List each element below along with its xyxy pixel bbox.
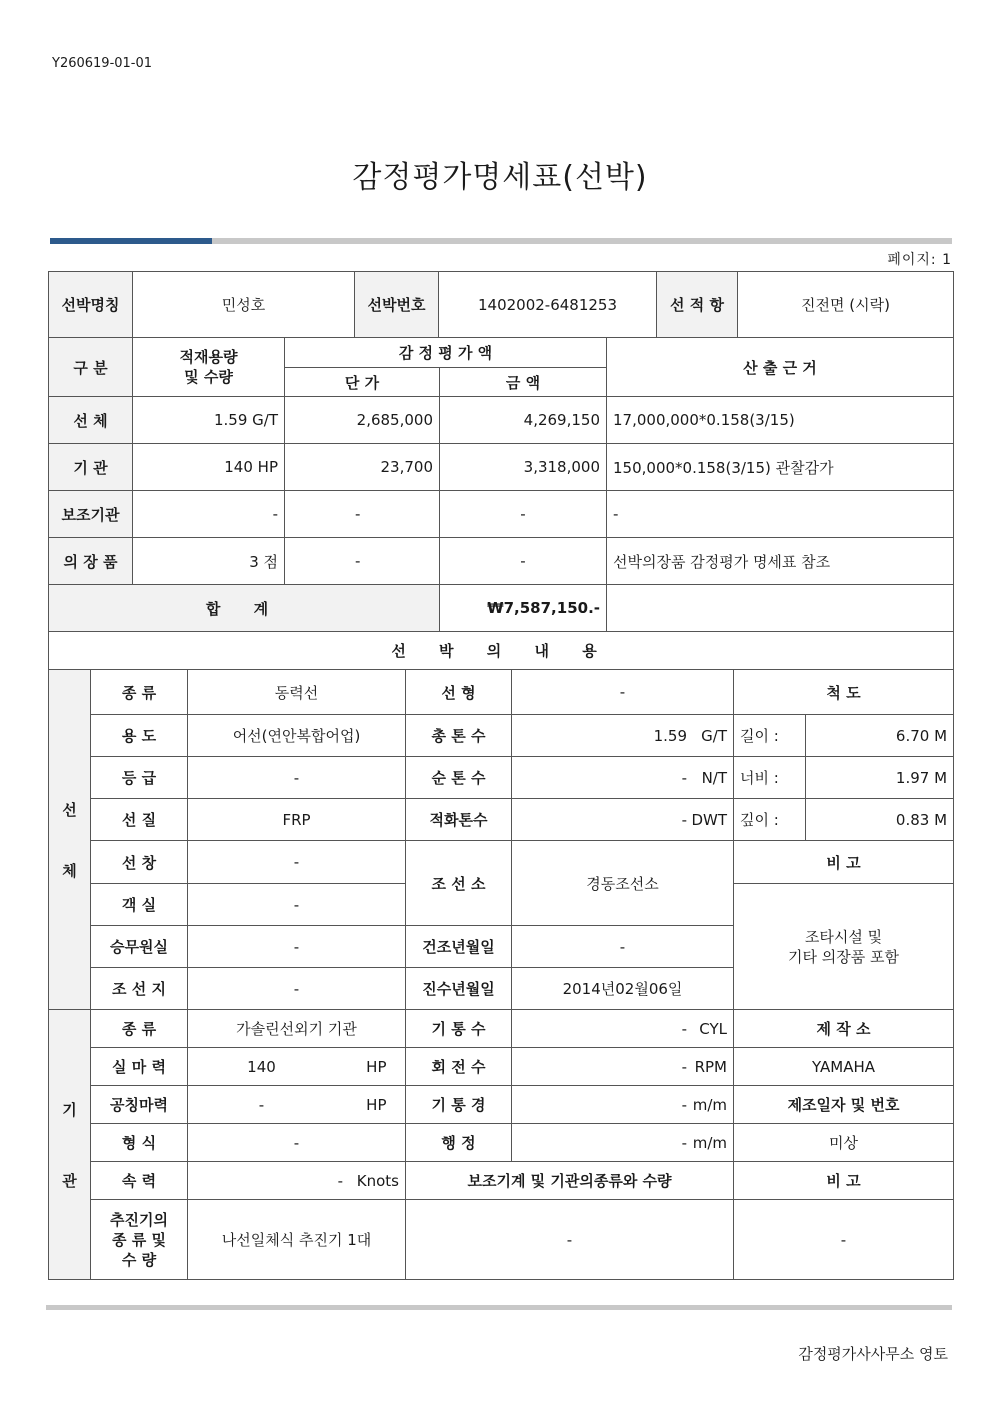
total-value: ₩7,587,150.-: [440, 585, 607, 632]
nominal-power-label: 공칭마력: [91, 1086, 188, 1124]
manufacturer-header: 제 작 소: [734, 1010, 954, 1048]
shipyard-label: 조 선 소: [406, 841, 512, 926]
row-label: 의 장 품: [49, 538, 133, 585]
footer-rule: [46, 1305, 952, 1310]
hull-window-label: 선 창: [91, 841, 188, 884]
gross-tonnage-label: 총 톤 수: [406, 715, 512, 757]
row-unit-price: 2,685,000: [285, 397, 440, 444]
propeller-label: 추진기의 종 류 및 수 량: [91, 1200, 188, 1280]
engine-kind-value: 가솔린선외기 기관: [188, 1010, 406, 1048]
propeller-value: 나선일체식 추진기 1대: [188, 1200, 406, 1280]
home-port-value: 진전면 (시락): [738, 272, 954, 338]
ship-header-table: [48, 271, 954, 338]
aux-machinery-value: -: [406, 1200, 734, 1280]
cylinder-count-value: - CYL: [512, 1010, 734, 1048]
hull-cabin-value: -: [188, 884, 406, 926]
engine-remarks-value: -: [734, 1200, 954, 1280]
row-amount: -: [440, 538, 607, 585]
row-capacity: 3 점: [133, 538, 285, 585]
speed-label: 속 력: [91, 1162, 188, 1200]
row-basis: -: [607, 491, 954, 538]
hull-kind-label: 종 류: [91, 670, 188, 715]
page-title: 감정평가명세표(선박): [352, 160, 648, 195]
page-number: 페이지: 1: [887, 252, 952, 268]
hull-site-label: 조 선 지: [91, 968, 188, 1010]
mfg-date-value: 미상: [734, 1124, 954, 1162]
hull-crew-label: 승무원실: [91, 926, 188, 968]
hull-material-label: 선 질: [91, 799, 188, 841]
row-basis: 선박의장품 감정평가 명세표 참조: [607, 538, 954, 585]
built-date-value: -: [512, 926, 734, 968]
total-basis-empty: [607, 585, 954, 632]
row-amount: -: [440, 491, 607, 538]
hull-remarks-header: 비 고: [734, 841, 954, 884]
valuation-body: [48, 337, 954, 632]
hull-group-label: 선 체: [49, 670, 91, 1010]
shipyard-value: 경동조선소: [512, 841, 734, 926]
row-basis: 17,000,000*0.158(3/15): [607, 397, 954, 444]
width-label: 너비 :: [734, 757, 806, 799]
engine-power-label: 실 마 력: [91, 1048, 188, 1086]
ship-name-value: 민성호: [133, 272, 355, 338]
value-header: 감 정 평 가 액: [285, 338, 607, 368]
aux-machinery-header: 보조기계 및 기관의종류와 수량: [406, 1162, 734, 1200]
hull-type-value: -: [512, 670, 734, 715]
hull-type-label: 선 형: [406, 670, 512, 715]
engine-form-value: -: [188, 1124, 406, 1162]
valuation-row-aux: [49, 491, 954, 538]
length-value: 6.70 M: [806, 715, 954, 757]
stroke-value: - m/m: [512, 1124, 734, 1162]
hull-kind-value: 동력선: [188, 670, 406, 715]
built-date-label: 건조년월일: [406, 926, 512, 968]
ship-number-value: 1402002-6481253: [439, 272, 657, 338]
net-tonnage-label: 순 톤 수: [406, 757, 512, 799]
launch-date-value: 2014년02월06일: [512, 968, 734, 1010]
row-amount: 4,269,150: [440, 397, 607, 444]
row-unit-price: -: [285, 538, 440, 585]
launch-date-label: 진수년월일: [406, 968, 512, 1010]
dwt-label: 적화톤수: [406, 799, 512, 841]
depth-value: 0.83 M: [806, 799, 954, 841]
bore-label: 기 통 경: [406, 1086, 512, 1124]
home-port-label: 선 적 항: [657, 272, 738, 338]
row-basis: 150,000*0.158(3/15) 관찰감가: [607, 444, 954, 491]
row-amount: 3,318,000: [440, 444, 607, 491]
stroke-label: 행 정: [406, 1124, 512, 1162]
manufacturer-value: YAMAHA: [734, 1048, 954, 1086]
details-title: 선 박 의 내 용: [49, 632, 954, 670]
width-value: 1.97 M: [806, 757, 954, 799]
speed-value: - Knots: [188, 1162, 406, 1200]
bore-value: - m/m: [512, 1086, 734, 1124]
row-label: 선 체: [49, 397, 133, 444]
hull-grade-label: 등 급: [91, 757, 188, 799]
length-label: 길이 :: [734, 715, 806, 757]
dimensions-header: 척 도: [734, 670, 954, 715]
gross-tonnage-value: 1.59 G/T: [512, 715, 734, 757]
row-label: 기 관: [49, 444, 133, 491]
office-name: 감정평가사사무소 영토: [798, 1345, 948, 1363]
depth-label: 깊이 :: [734, 799, 806, 841]
total-label: 합 계: [49, 585, 440, 632]
hull-use-label: 용 도: [91, 715, 188, 757]
row-capacity: 140 HP: [133, 444, 285, 491]
hull-grade-value: -: [188, 757, 406, 799]
header-rule: [50, 238, 952, 244]
header-rule-accent: [50, 238, 212, 244]
engine-kind-label: 종 류: [91, 1010, 188, 1048]
mfg-date-header: 제조일자 및 번호: [734, 1086, 954, 1124]
engine-power-value: 140 HP: [188, 1048, 406, 1086]
engine-form-label: 형 식: [91, 1124, 188, 1162]
basis-header: 산 출 근 거: [607, 338, 954, 397]
engine-remarks-header: 비 고: [734, 1162, 954, 1200]
engine-group-label: 기 관: [49, 1010, 91, 1280]
row-capacity: -: [133, 491, 285, 538]
hull-crew-value: -: [188, 926, 406, 968]
valuation-row-outfit: [49, 538, 954, 585]
hull-site-value: -: [188, 968, 406, 1010]
valuation-total-row: [49, 585, 954, 632]
cylinder-count-label: 기 통 수: [406, 1010, 512, 1048]
amount-header: 금 액: [440, 368, 607, 397]
capacity-header: 적재용량 및 수량: [133, 338, 285, 397]
valuation-row-hull: [49, 397, 954, 444]
row-capacity: 1.59 G/T: [133, 397, 285, 444]
category-header: 구 분: [49, 338, 133, 397]
row-label: 보조기관: [49, 491, 133, 538]
valuation-row-engine: [49, 444, 954, 491]
nominal-power-value: - HP: [188, 1086, 406, 1124]
rpm-label: 회 전 수: [406, 1048, 512, 1086]
document-id: Y260619-01-01: [52, 56, 153, 71]
rpm-value: - RPM: [512, 1048, 734, 1086]
hull-material-value: FRP: [188, 799, 406, 841]
hull-window-value: -: [188, 841, 406, 884]
row-unit-price: 23,700: [285, 444, 440, 491]
dwt-value: - DWT: [512, 799, 734, 841]
hull-use-value: 어선(연안복합어업): [188, 715, 406, 757]
net-tonnage-value: - N/T: [512, 757, 734, 799]
row-unit-price: -: [285, 491, 440, 538]
hull-cabin-label: 객 실: [91, 884, 188, 926]
ship-name-label: 선박명칭: [49, 272, 133, 338]
details-table: [48, 631, 954, 1280]
unit-price-header: 단 가: [285, 368, 440, 397]
ship-number-label: 선박번호: [355, 272, 439, 338]
hull-remarks-value: 조타시설 및 기타 의장품 포함: [734, 884, 954, 1010]
